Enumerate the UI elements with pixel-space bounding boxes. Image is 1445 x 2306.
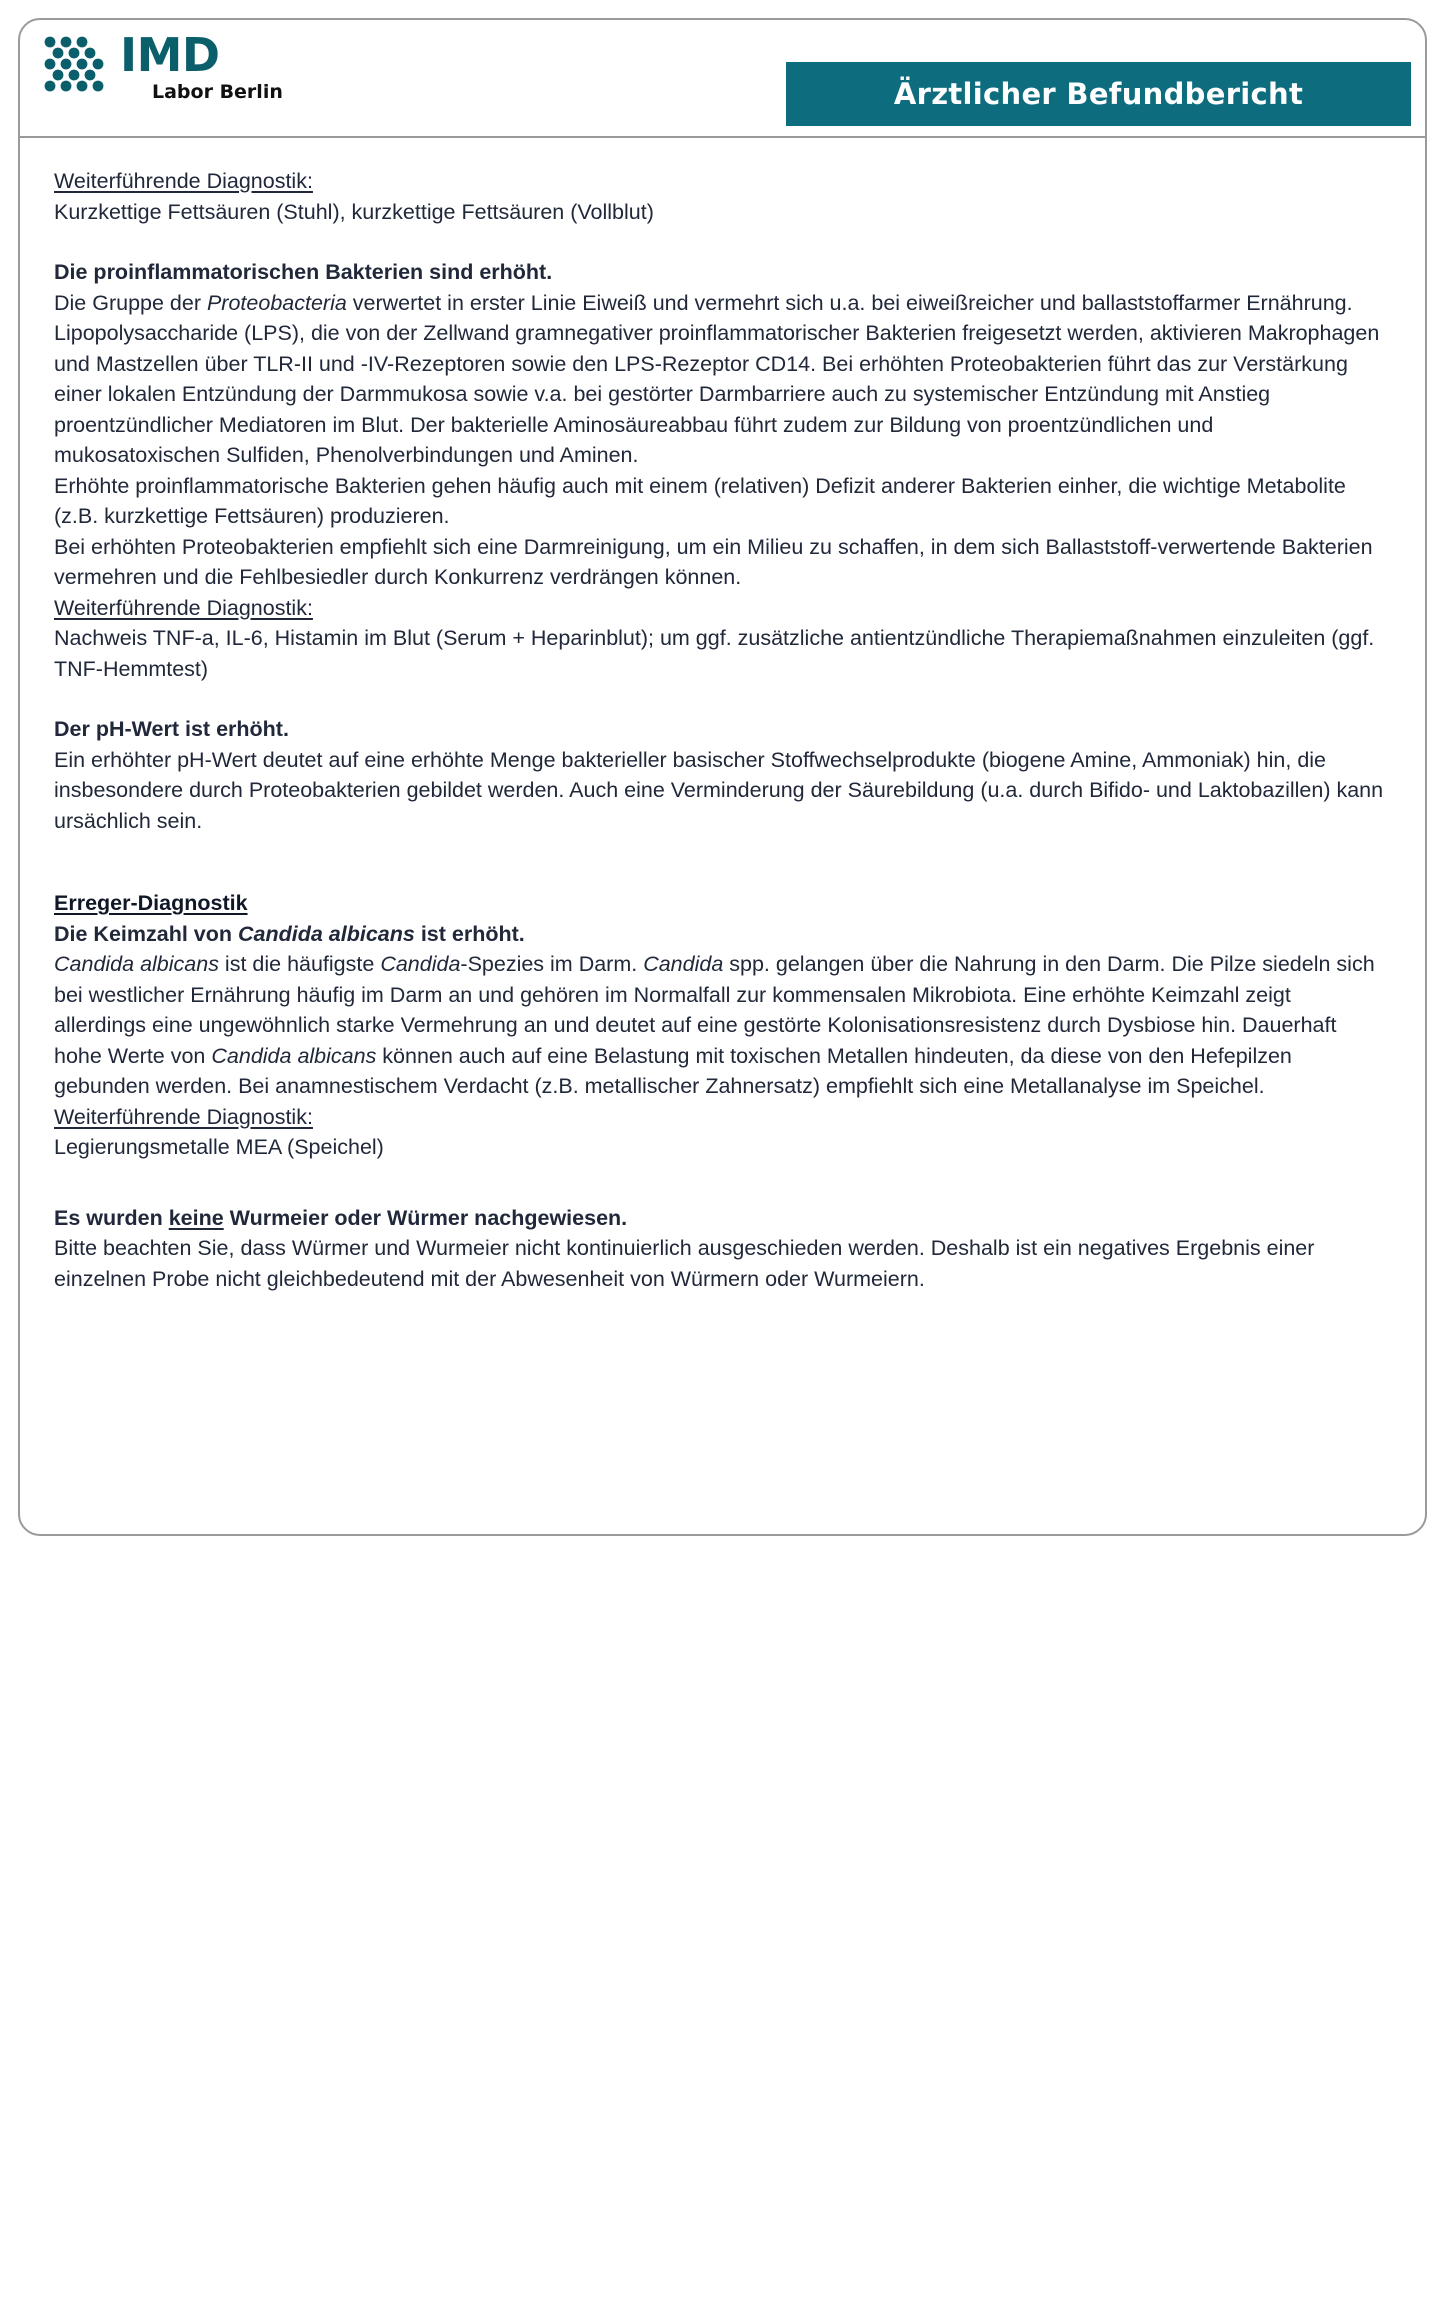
p1-text-a: Die Gruppe der bbox=[54, 290, 207, 315]
proinflammatory-heading: Die proinflammatorischen Bakterien sind erhöht. bbox=[54, 260, 553, 284]
spacer bbox=[54, 866, 1391, 888]
ph-value-text: Ein erhöhter pH-Wert deutet auf eine erhöhte Menge bakterieller basischer Stoffwechselprodukte (biogene Amine, Ammoniak) hin, die insbesondere durch Proteobakterien gebildet werden. Auch eine Verminderung der Säurebildung (u.a. durch Bifido- und Laktobazillen) kann ursächlich sein. bbox=[54, 747, 1384, 833]
candida-text-2: -Spezies im Darm. bbox=[460, 952, 644, 976]
candida-italic-3: Candida bbox=[643, 952, 724, 976]
p1-text-b: verwertet in erster Linie Eiweiß und vermehrt sich u.a. bei eiweißreicher und ballaststoffarmer Ernährung. bbox=[346, 290, 1353, 315]
proinflammatory-paragraph-2: Lipopolysaccharide (LPS), die von der Zellwand gramnegativer proinflammatorischer Bakterien freigesetzt werden, aktivieren Makrophagen und Mastzellen über TLR-II und -IV-Rezeptoren sowie den LPS-Rezeptor CD14. Bei erhöhten Proteobakterien führt das zur Verstärkung einer lokalen Entzündung der Darmmukosa sowie v.a. bei gestörter Darmbarriere auch zu systemischer Entzündung mit Anstieg proentzündlicher Mediatoren im Blut. Der bakterielle Aminosäureabbau führt zudem zur Bildung von proentzündlichen und mukosatoxischen Sulfiden, Phenolverbindungen und Aminen. bbox=[54, 321, 1380, 467]
spacer bbox=[54, 1163, 1391, 1193]
spacer bbox=[54, 227, 1391, 257]
brand-subtitle: Labor Berlin bbox=[152, 81, 283, 103]
candida-diagnostics-label: Weiterführende Diagnostik: bbox=[54, 1104, 313, 1129]
candida-text-3: spp. gelangen über die Nahrung in den Darm. Die Pilze siedeln sich bei westlicher Ernährung häufig im Darm an und gehören im Normalfall zur kommensalen Mikrobiota. Eine erhöhte Keimzahl zeigt allerdings eine ungewöhnlich starke Vermehrung an und deutet auf eine gestörte Kolonisationsresistenz durch Dysbiose hin. Dauerhaft hohe Werte von bbox=[54, 952, 1375, 1068]
worms-text: Bitte beachten Sie, dass Würmer und Wurmeier nicht kontinuierlich ausgeschieden werden. Deshalb ist ein negatives Ergebnis einer einzelnen Probe nicht gleichbedeutend mit der Abwesenheit von Würmern oder Wurmeiern. bbox=[54, 1236, 1315, 1291]
worms-heading-a: Es wurden bbox=[54, 1205, 169, 1230]
spacer bbox=[54, 684, 1391, 714]
brand-text bbox=[120, 30, 283, 103]
further-diagnostics-label-top: Weiterführende Diagnostik: bbox=[54, 169, 313, 193]
ph-value-heading: Der pH-Wert ist erhöht. bbox=[54, 717, 289, 741]
candida-paragraph bbox=[54, 949, 1384, 1102]
candida-italic-4: Candida albicans bbox=[211, 1043, 377, 1068]
proinflammatory-diagnostics-text: Nachweis TNF-a, IL-6, Histamin im Blut (Serum + Heparinblut); um ggf. zusätzliche antientzündliche Therapiemaßnahmen einzuleiten (ggf. TNF-Hemmtest) bbox=[54, 626, 1375, 681]
p1-italic-proteobacteria: Proteobacteria bbox=[206, 290, 347, 315]
candida-italic-1: Candida albicans bbox=[54, 952, 219, 976]
report-title: Ärztlicher Befundbericht bbox=[893, 77, 1304, 111]
worms-heading bbox=[54, 1203, 1391, 1234]
imd-logo bbox=[42, 30, 283, 103]
candida-heading-b: ist erhöht. bbox=[414, 921, 525, 946]
candida-text-1: ist die häufigste bbox=[218, 952, 381, 976]
proinflammatory-paragraph-1 bbox=[54, 288, 1384, 319]
spacer bbox=[54, 836, 1391, 866]
report-header bbox=[20, 20, 1425, 138]
report-card bbox=[18, 18, 1427, 1536]
candida-heading-italic: Candida albicans bbox=[238, 921, 415, 946]
worms-heading-underlined: keine bbox=[168, 1205, 224, 1230]
further-diagnostics-text-top: Kurzkettige Fettsäuren (Stuhl), kurzkettige Fettsäuren (Vollblut) bbox=[54, 199, 654, 224]
proinflammatory-diagnostics-label: Weiterführende Diagnostik: bbox=[54, 595, 313, 620]
imd-dot-grid-icon bbox=[42, 35, 114, 97]
proinflammatory-paragraph-4: Bei erhöhten Proteobakterien empfiehlt sich eine Darmreinigung, um ein Milieu zu schaffen, in dem sich Ballaststoff-verwertende Bakterien vermehren und die Fehlbesiedler durch Konkurrenz verdrängen können. bbox=[54, 534, 1373, 589]
worms-heading-b: Wurmeier oder Würmer nachgewiesen. bbox=[223, 1205, 628, 1230]
brand-name: IMD bbox=[120, 28, 220, 82]
pathogen-diagnostics-section-title: Erreger-Diagnostik bbox=[54, 891, 248, 915]
report-body bbox=[20, 138, 1425, 1318]
candida-text-4: können auch auf eine Belastung mit toxischen Metallen hindeuten, da diese von den Hefepilzen gebunden werden. Bei anamnestischem Verdacht (z.B. metallischer Zahnersatz) empfiehlt sich eine Metallanalyse im Speichel. bbox=[54, 1043, 1292, 1098]
proinflammatory-paragraph-3: Erhöhte proinflammatorische Bakterien gehen häufig auch mit einem (relativen) Defizit anderer Bakterien einher, die wichtige Metabolite (z.B. kurzkettige Fettsäuren) produzieren. bbox=[54, 473, 1346, 528]
candida-diagnostics-text: Legierungsmetalle MEA (Speichel) bbox=[54, 1135, 384, 1159]
report-title-banner bbox=[786, 62, 1411, 126]
candida-heading-a: Die Keimzahl von bbox=[54, 921, 238, 946]
spacer bbox=[54, 1193, 1391, 1203]
candida-italic-2: Candida bbox=[380, 952, 461, 976]
candida-heading bbox=[54, 919, 1391, 950]
